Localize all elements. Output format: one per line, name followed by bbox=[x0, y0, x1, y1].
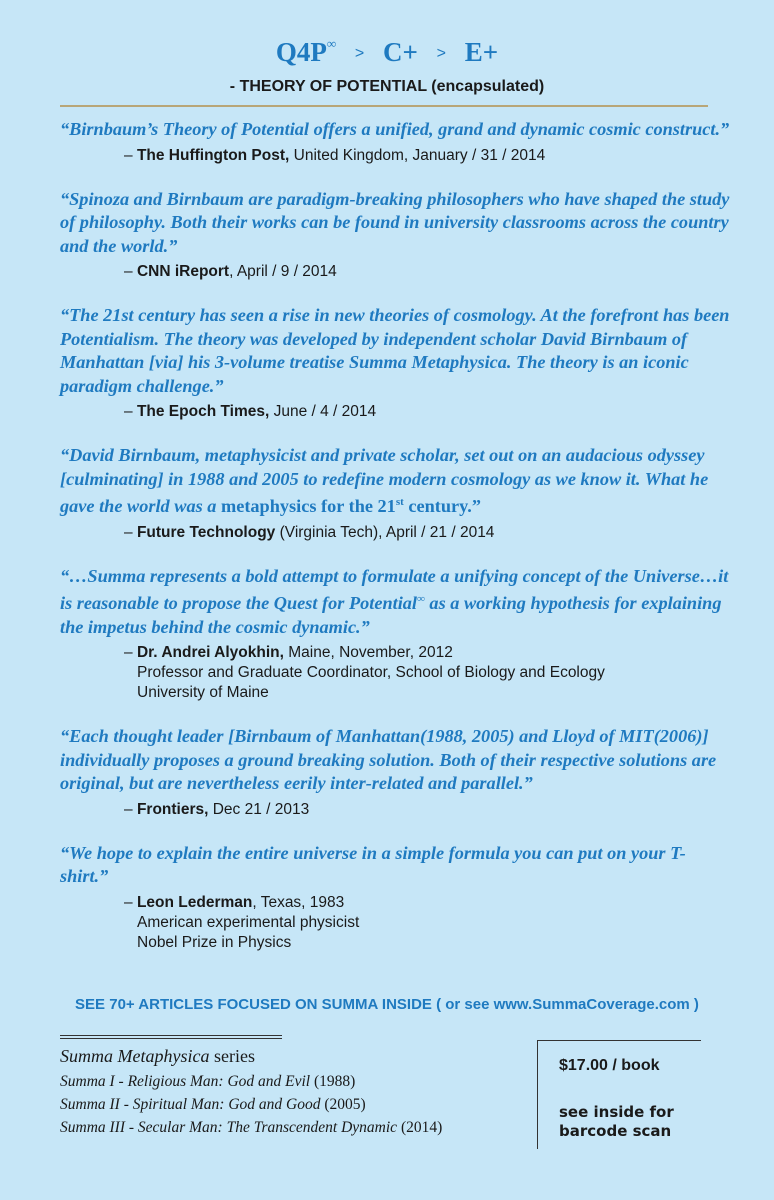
quote-text: “The 21st century has seen a rise in new theories of cosmology. At the forefront has been Potentialism. The theory was developed by independent scholar David Birnbaum of Manhattan [via] his 3-volume treatise Summa Metaphysica. The theory is an iconic paradigm challenge.” bbox=[60, 305, 730, 396]
quote-detail: United Kingdom, January / 31 / 2014 bbox=[289, 146, 546, 164]
greater-than-2: > bbox=[436, 45, 446, 62]
quote-future-tech bbox=[60, 444, 730, 543]
series-list bbox=[60, 1046, 442, 1139]
subtitle: - THEORY OF POTENTIAL (encapsulated) bbox=[229, 78, 545, 95]
series-item: Summa III - Secular Man: The Transcendent Dynamic (2014) bbox=[60, 1119, 443, 1136]
formula-q4p: Q4P bbox=[275, 37, 327, 67]
quote-frontiers bbox=[60, 725, 730, 820]
quote-source: Frontiers, bbox=[136, 800, 209, 818]
quote-attribution: – Dr. Andrei Alyokhin, Maine, November, 2012 Professor and Graduate Coordinator, School of Biology and Ecology University of Maine bbox=[124, 643, 730, 703]
series-title: Summa Metaphysica series bbox=[60, 1046, 255, 1066]
quote-text: “Each thought leader [Birnbaum of Manhattan(1988, 2005) and Lloyd of MIT(2006)] individually proposes a ground breaking solution. Both of their respective solutions are original, but are nevertheless eerily inter-related and parallel.” bbox=[60, 726, 717, 794]
formula-c: C+ bbox=[382, 37, 418, 67]
quote-huffington bbox=[60, 118, 730, 166]
quote-detail: Dec 21 / 2013 bbox=[208, 800, 310, 818]
quote-attribution: – The Epoch Times, June / 4 / 2014 bbox=[124, 403, 377, 420]
quote-detail: June / 4 / 2014 bbox=[269, 403, 377, 420]
quote-attribution: – The Huffington Post, United Kingdom, January / 31 / 2014 bbox=[124, 146, 546, 164]
quote-source: CNN iReport bbox=[136, 263, 230, 280]
attribution-line: University of Maine bbox=[137, 684, 269, 702]
quote-attribution: – Future Technology (Virginia Tech), April / 21 / 2014 bbox=[124, 523, 495, 541]
quote-attribution: – Frontiers, Dec 21 / 2013 bbox=[124, 800, 310, 818]
quote-source: Leon Lederman bbox=[136, 893, 253, 911]
series-item: Summa I - Religious Man: God and Evil (1988) bbox=[60, 1073, 356, 1090]
quote-text: “Birnbaum’s Theory of Potential offers a unified, grand and dynamic cosmic construct.” bbox=[60, 119, 730, 139]
attribution-line: American experimental physicist bbox=[137, 913, 360, 931]
quote-detail: , April / 9 / 2014 bbox=[229, 263, 337, 280]
infinity-sup: ∞ bbox=[326, 36, 337, 51]
quotes-list bbox=[60, 118, 730, 975]
greater-than-1: > bbox=[354, 45, 365, 62]
quote-text: “David Birnbaum, metaphysicist and private scholar, set out on an audacious odyssey [culminating] in 1988 and 2005 to redefine modern cosmology as we know it. What he gave the world was a metaphysics for the 21st century.” bbox=[60, 445, 709, 517]
series-item: Summa II - Spiritual Man: God and Good (2005) bbox=[60, 1096, 366, 1113]
quote-source: Dr. Andrei Alyokhin, bbox=[136, 644, 284, 662]
barcode-note: see inside for barcode scan bbox=[559, 1103, 674, 1140]
series-divider bbox=[60, 1035, 282, 1039]
quote-source: Future Technology bbox=[136, 523, 276, 541]
quote-detail: (Virginia Tech), April / 21 / 2014 bbox=[275, 523, 495, 541]
see-more-articles: SEE 70+ ARTICLES FOCUSED ON SUMMA INSIDE ( or see www.SummaCoverage.com ) bbox=[75, 996, 699, 1013]
attribution-line: Nobel Prize in Physics bbox=[137, 933, 292, 951]
price-box bbox=[537, 1040, 701, 1149]
quote-detail: Maine, November, 2012 bbox=[283, 644, 453, 662]
quote-detail: , Texas, 1983 bbox=[252, 893, 345, 911]
formula-e: E+ bbox=[464, 37, 499, 67]
top-divider bbox=[60, 105, 708, 107]
quote-lederman bbox=[60, 842, 730, 953]
quote-source: The Epoch Times, bbox=[136, 403, 270, 420]
quote-cnn bbox=[60, 188, 730, 283]
quote-text: “Spinoza and Birnbaum are paradigm-breaking philosophers who have shaped the study of philosophy. Both their works can be found in university classrooms across the country and the world.” bbox=[60, 188, 730, 256]
formula-heading bbox=[0, 36, 774, 68]
quote-alyokhin bbox=[60, 565, 730, 704]
price-label: $17.00 / book bbox=[559, 1057, 660, 1074]
quote-text: “…Summa represents a bold attempt to formulate a unifying concept of the Universe…it is reasonable to propose the Quest for Potential∞ as a working hypothesis for explaining the impetus behind the cosmic dynamic.” bbox=[60, 565, 729, 637]
quote-attribution: – CNN iReport, April / 9 / 2014 bbox=[124, 263, 337, 280]
attribution-line: Professor and Graduate Coordinator, School of Biology and Ecology bbox=[137, 664, 605, 682]
quote-text: “We hope to explain the entire universe in a simple formula you can put on your T-shirt.” bbox=[60, 842, 686, 887]
quote-source: The Huffington Post, bbox=[136, 146, 290, 164]
quote-epoch bbox=[60, 304, 730, 422]
quote-attribution: – Leon Lederman, Texas, 1983 American experimental physicist Nobel Prize in Physics bbox=[124, 893, 730, 953]
